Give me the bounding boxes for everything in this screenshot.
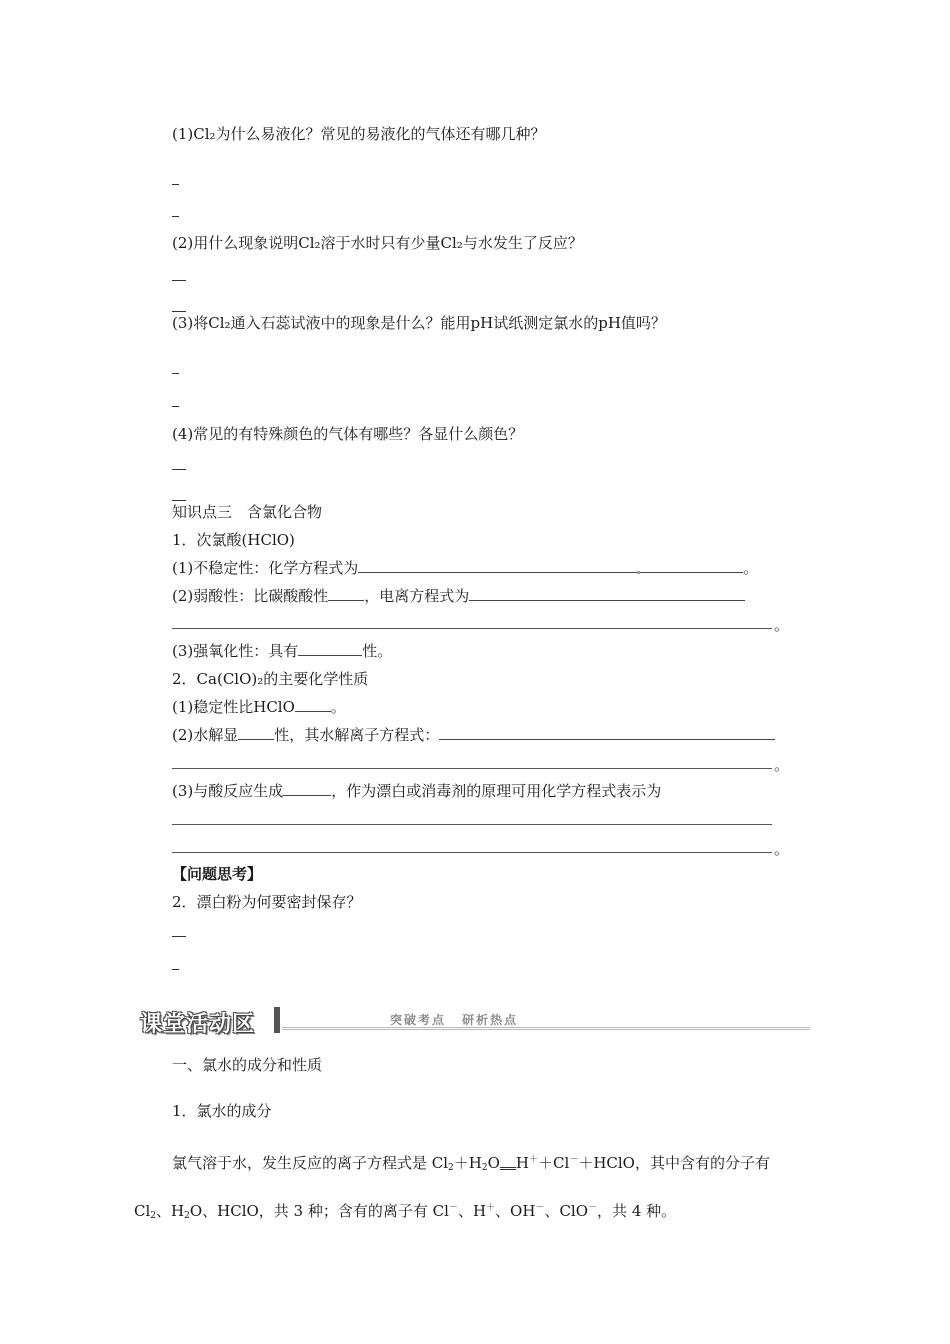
stray-mark [637,571,640,574]
answer-line [172,936,186,937]
fill-blank[interactable] [469,586,745,601]
thinking-question: 2．漂白粉为何要密封保存？ [172,893,362,911]
hclo-oxidizing-label: (3)强氧化性：具有 [172,642,299,660]
fill-rule [172,768,772,769]
fill-rule [172,628,772,629]
answer-line [172,969,179,970]
section-heading: 知识点三 含氯化合物 [172,503,323,521]
answer-line [172,500,186,501]
question-4: (4)常见的有特殊颜色的气体有哪些？各显什么颜色？ [172,425,524,443]
subscript: 2 [448,1163,454,1173]
hclo-weak-acid [172,586,745,606]
thinking-heading: 【问题思考】 [172,865,263,883]
superscript: ＋ [529,1155,539,1165]
text: 、H [156,1202,185,1220]
text: ，共 4 种。 [597,1202,677,1220]
answer-line [172,311,186,312]
ca-hydrolysis [172,725,775,745]
ca-acid-reaction-label: (3)与酸反应生成 [172,782,284,800]
ca-bleach-principle: ，作为漂白或消毒剂的原理可用化学方程式表示为 [331,782,662,800]
hclo-instability [172,558,758,578]
ca-stability [172,697,346,717]
period: 。 [774,840,790,858]
period: 。 [743,559,759,577]
hclo-oxidizing [172,641,392,661]
ca-title: 2．Ca(ClO)₂的主要化学性质 [172,670,369,688]
fill-blank[interactable] [283,781,331,796]
fill-rule [172,824,772,825]
question-2: (2)用什么现象说明Cl₂溶于水时只有少量Cl₂与水发生了反应？ [172,234,583,252]
subscript: 2 [184,1211,190,1221]
period: 。 [774,616,790,634]
answer-line [172,216,179,217]
ca-hydrolysis-label: (2)水解显 [172,726,239,744]
hclo-title: 1．次氯酸(HClO) [172,531,295,549]
fill-blank[interactable] [358,558,743,573]
fill-blank[interactable] [328,586,364,601]
activity-subheading: 1．氯水的成分 [172,1102,272,1120]
superscript: － [588,1203,598,1213]
answer-line [172,184,179,185]
fill-blank[interactable] [295,697,331,712]
period: 。 [774,756,790,774]
superscript: － [448,1203,458,1213]
text: O、HClO，共 3 种；含有的离子有 Cl [189,1202,449,1220]
hclo-weak-acid-label: (2)弱酸性：比碳酸酸性 [172,587,329,605]
text: O [487,1154,500,1172]
answer-line [172,406,179,407]
ions-paragraph [134,1198,676,1226]
fill-blank[interactable] [298,641,362,656]
classroom-banner [140,1003,810,1043]
superscript: － [569,1155,579,1165]
fill-blank[interactable] [439,725,775,740]
ca-hydrolysis-eq-label: 性，其水解离子方程式： [274,726,440,744]
superscript: － [535,1203,545,1213]
answer-line [172,469,186,470]
text: ＋H [453,1154,482,1172]
question-1: (1)Cl₂为什么易液化？常见的易液化的气体还有哪几种？ [172,125,546,143]
banner-divider [274,1007,280,1033]
hclo-oxidizing-suffix: 性。 [362,642,393,660]
ionization-label: ，电离方程式为 [364,587,470,605]
hclo-instability-label: (1)不稳定性：化学方程式为 [172,559,359,577]
text: ＋Cl [538,1154,570,1172]
question-3: (3)将Cl₂通入石蕊试液中的现象是什么？能用pH试纸测定氯水的pH值吗？ [172,314,666,332]
fill-rule [172,852,772,853]
text: 、ClO [544,1202,589,1220]
text: H [515,1154,530,1172]
fill-blank[interactable] [238,725,274,740]
activity-heading: 一、氯水的成分和性质 [172,1056,323,1074]
period: 。 [330,698,346,716]
subscript: 2 [150,1211,157,1221]
banner-title: 课堂活动区 [140,1012,256,1037]
ca-acid-reaction [172,781,661,801]
equilibrium-arrow [500,1155,516,1170]
subscript: 2 [481,1163,488,1173]
answer-line [172,373,179,374]
answer-line [172,280,186,281]
ca-stability-label: (1)稳定性比HClO [172,698,295,716]
text: ＋HClO，其中含有的分子有 [578,1154,770,1172]
text: 、H [457,1202,487,1220]
text: 、OH [495,1202,536,1220]
text: 氯气溶于水，发生反应的离子方程式是 Cl [172,1154,449,1172]
banner-rule [282,1027,810,1030]
superscript: ＋ [486,1203,496,1213]
banner-subtitle: 突破考点 研析热点 [390,1013,519,1027]
text: Cl [134,1202,151,1220]
equation-paragraph [172,1150,770,1178]
